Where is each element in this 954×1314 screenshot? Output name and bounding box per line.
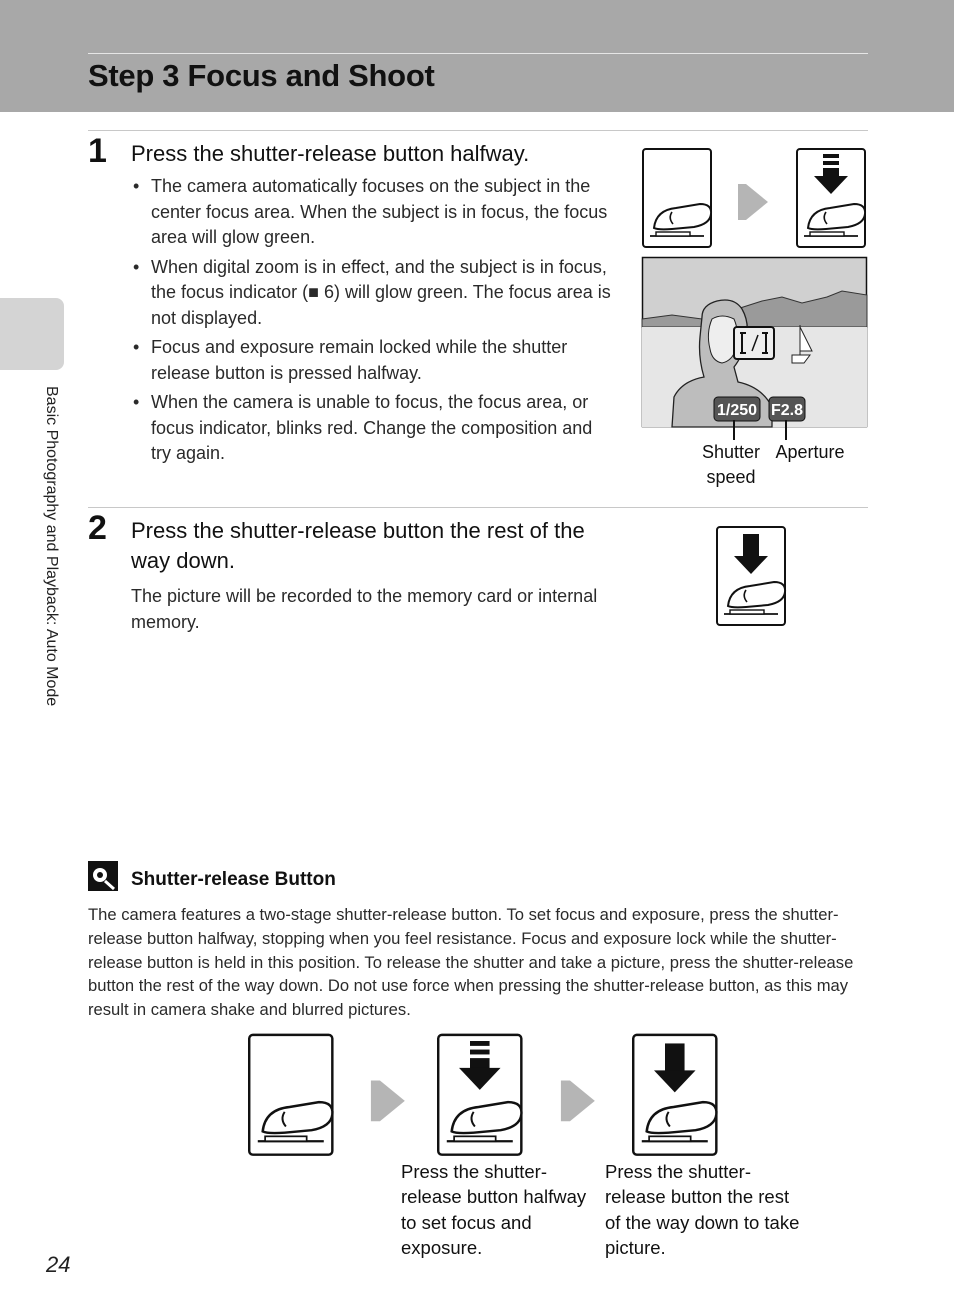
camera-tip-icon <box>88 861 118 891</box>
camera-monitor-illustration <box>642 257 867 427</box>
list-item: • Focus and exposure remain locked while the shutter release button is pressed halfway. <box>131 335 611 386</box>
gray-arrow-right-icon <box>560 1076 598 1128</box>
page-number: 24 <box>46 1252 71 1277</box>
shutter-button-full-press-illustration <box>716 526 788 628</box>
shutter-button-rest-illustration <box>642 148 714 250</box>
shutter-button-half-press-illustration <box>437 1032 525 1160</box>
note-title: Shutter-release Button <box>131 869 336 890</box>
shutter-button-rest-illustration <box>248 1032 336 1160</box>
step2-number: 2 <box>88 509 107 547</box>
shutter-speed-label: Shutter speed <box>701 442 761 487</box>
header-rule <box>88 53 868 54</box>
step1-bullet-list <box>131 174 611 471</box>
chapter-label: Basic Photography and Playback: Auto Mode <box>43 386 60 707</box>
shutter-speed-readout: 1/250 <box>716 402 758 419</box>
aperture-readout: F2.8 <box>770 402 804 419</box>
aperture-leader-line <box>785 420 787 440</box>
shutter-button-full-press-illustration <box>632 1032 720 1160</box>
gray-arrow-right-icon <box>738 180 770 226</box>
step1-title: Press the shutter-release button halfway. <box>131 141 530 166</box>
shutter-leader-line <box>733 420 735 440</box>
step1-number: 1 <box>88 132 107 170</box>
list-item: • The camera automatically focuses on the subject in the center focus area. When the subject is in focus, the focus area will glow green. <box>131 174 611 251</box>
step2-text: The picture will be recorded to the memory card or internal memory. <box>131 586 598 632</box>
step2-rule <box>88 507 868 508</box>
note-text: The camera features a two-stage shutter-release button. To set focus and exposure, press the shutter-release button halfway, stopping when you feel resistance. Focus and exposure lock while the shutter-release button is held in this position. To release the shutter and take a picture, press the shutter-release button the rest of the way down. Do not use force when pressing the shutter-release button, as this may result in camera shake and blurred pictures. <box>88 905 854 1020</box>
header-band <box>0 0 954 112</box>
list-item: • When the camera is unable to focus, the focus area, or focus indicator, blinks red. Change the composition and try again. <box>131 390 611 467</box>
caption-half-press: Press the shutter-release button halfway to set focus and exposure. <box>401 1161 587 1258</box>
shutter-button-half-press-illustration <box>796 148 868 250</box>
step1-rule <box>88 130 868 131</box>
list-item: • When digital zoom is in effect, and the subject is in focus, the focus indicator (■ 6) will glow green. The focus area is not displayed. <box>131 255 611 332</box>
caption-full-press: Press the shutter-release button the rest of the way down to take picture. <box>605 1161 800 1258</box>
aperture-label: Aperture <box>775 442 845 462</box>
gray-arrow-right-icon <box>370 1076 408 1128</box>
page-title: Step 3 Focus and Shoot <box>88 58 435 93</box>
chapter-tab <box>0 298 64 370</box>
step2-title: Press the shutter-release button the rest of the way down. <box>131 518 585 573</box>
